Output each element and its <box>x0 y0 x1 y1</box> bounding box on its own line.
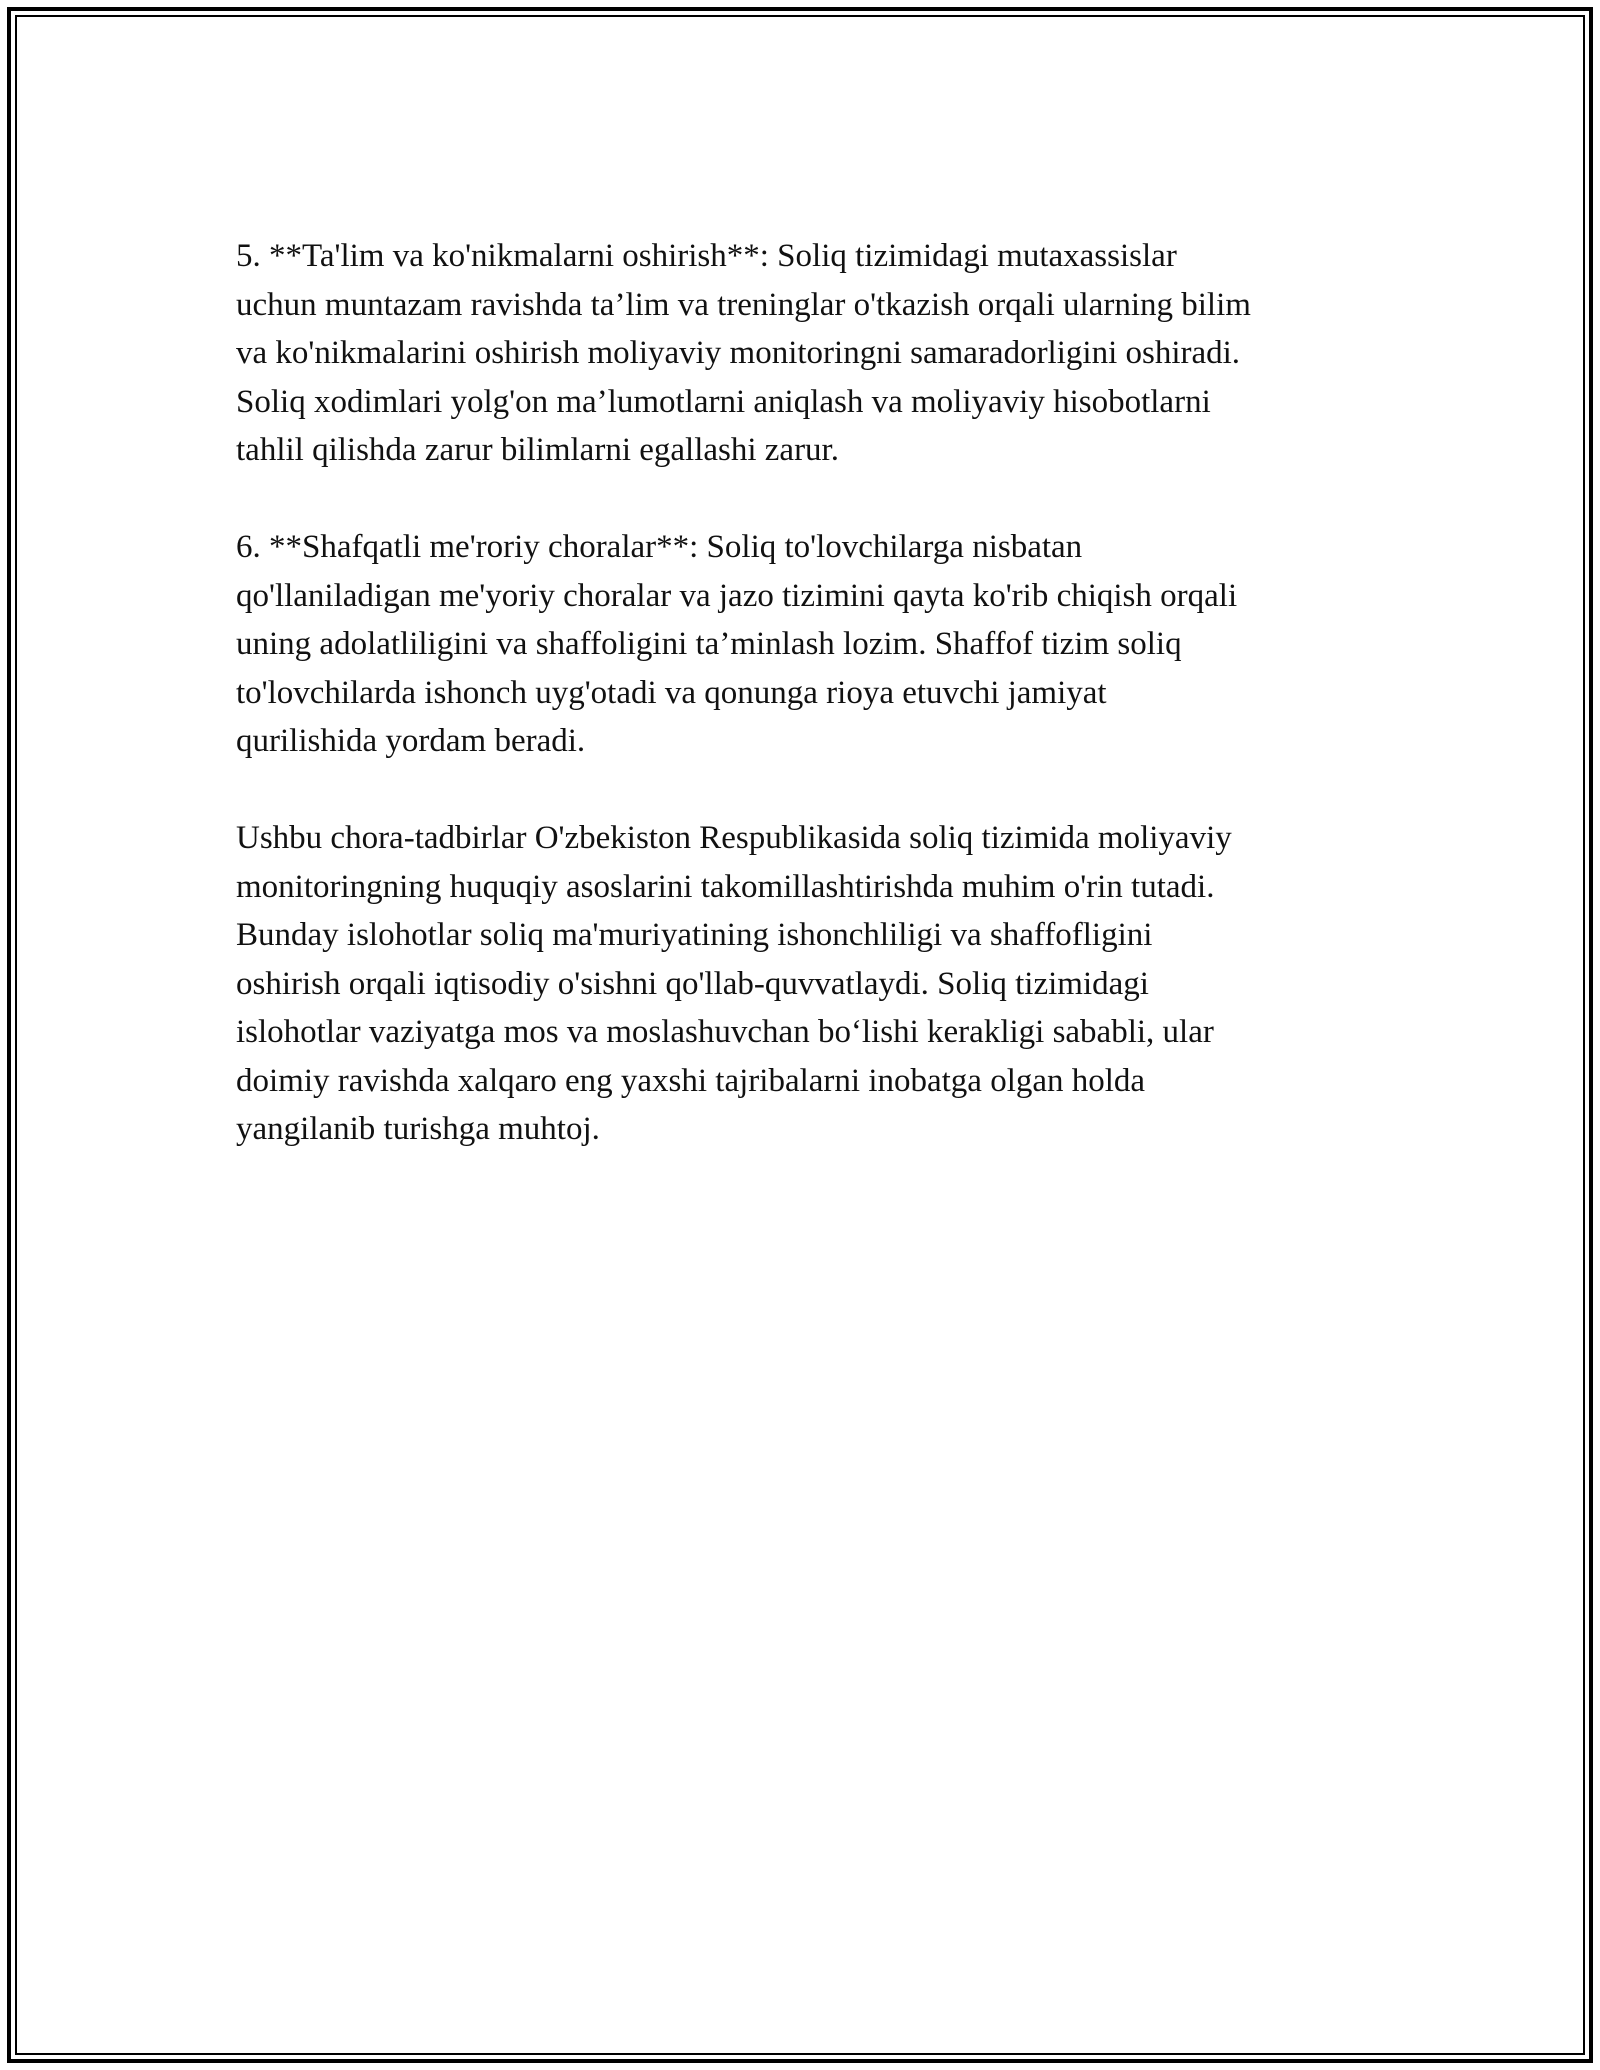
text-line: uning adolatliligini va shaffoligini ta’minlash lozim. Shaffof tizim soliq <box>236 626 1182 662</box>
text-line: islohotlar vaziyatga mos va moslashuvchan bo‘lishi kerakligi sababli, ular <box>236 1014 1214 1050</box>
paragraph-item-6-regulatory-measures <box>236 523 1376 766</box>
text-line: Soliq xodimlari yolg'on ma’lumotlarni aniqlash va moliyaviy hisobotlarni <box>236 383 1211 420</box>
text-line: 6. **Shafqatli me'roriy choralar**: Soliq to'lovchilarga nisbatan <box>236 529 1083 565</box>
text-line: uchun muntazam ravishda ta’lim va treninglar o'tkazish orqali ularning bilim <box>236 286 1251 323</box>
text-line: qo'llaniladigan me'yoriy choralar va jazo tizimini qayta ko'rib chiqish orqali <box>236 577 1238 614</box>
text-line: va ko'nikmalarini oshirish moliyaviy monitoringni samaradorligini oshiradi. <box>236 335 1241 371</box>
paragraph-item-5-education <box>236 232 1376 475</box>
text-line: 5. **Ta'lim va ko'nikmalarni oshirish**: Soliq tizimidagi mutaxassislar <box>236 238 1177 274</box>
text-line: tahlil qilishda zarur bilimlarni egallashi zarur. <box>236 432 839 468</box>
text-line: yangilanib turishga muhtoj. <box>236 1111 600 1147</box>
text-line: qurilishida yordam beradi. <box>236 723 586 759</box>
text-line: doimiy ravishda xalqaro eng yaxshi tajribalarni inobatga olgan holda <box>236 1062 1146 1099</box>
paragraph-conclusion <box>236 814 1376 1154</box>
text-line: to'lovchilarda ishonch uyg'otadi va qonunga rioya etuvchi jamiyat <box>236 674 1107 711</box>
text-line: oshirish orqali iqtisodiy o'sishni qo'llab-quvvatlaydi. Soliq tizimidagi <box>236 965 1149 1002</box>
document-body <box>236 232 1376 1202</box>
text-line: monitoringning huquqiy asoslarini takomillashtirishda muhim o'rin tutadi. <box>236 868 1215 905</box>
text-line: Ushbu chora-tadbirlar O'zbekiston Respublikasida soliq tizimida moliyaviy <box>236 820 1232 856</box>
text-line: Bunday islohotlar soliq ma'muriyatining ishonchliligi va shaffofligini <box>236 917 1153 953</box>
